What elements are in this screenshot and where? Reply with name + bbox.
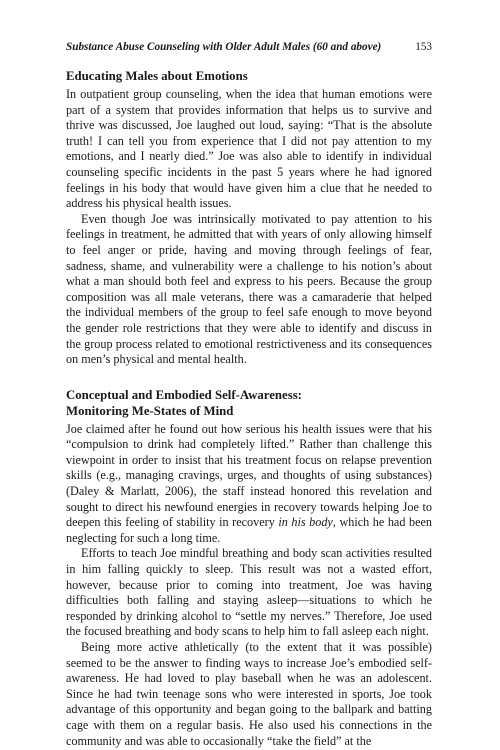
paragraph-text: Joe claimed after he found out how serious his health issues were that his “compulsion to drink had completely lifted.” Rather than challenge this viewpoint in order to insist that his treatment focus on relapse prevention skills (e.g., managing cravings, urges, and thoughts of using substances) (Daley & Marlatt, 2006), the staff instead honored this revelation and sought to direct his newfound energies in recovery towards helping Joe to deepen this feeling of stability in recovery [66,421,432,530]
book-page [66,40,432,749]
running-head [66,40,432,54]
body-paragraph [66,422,432,547]
section-heading-line-1: Conceptual and Embodied Self-Awareness: [66,387,302,402]
running-head-title: Substance Abuse Counseling with Older Adult Males (60 and above) [66,41,382,53]
body-paragraph: Efforts to teach Joe mindful breathing and body scan activities resulted in him falling quickly to sleep. This result was not a wasted effort, however, because prior to coming into treatment, Joe was having difficulties both falling and staying asleep—situations to which he responded by drinking alcohol to “settle my nerves.” Therefore, Joe used the focused breathing and body scans to help him to fall asleep each night. [66,546,432,639]
body-paragraph: In outpatient group counseling, when the idea that human emotions were part of a system that provides information that helps us to survive and thrive was discussed, Joe laughed out loud, saying: “That is the absolute truth! I can tell you from experience that I did not pay attention to my emotions, and I nearly died.” Joe was also able to identify in individual counseling specific incidents in the past 5 years where he had ignored feelings in his body that would have given him a clue that he needed to address his physical health issues. [66,87,432,211]
paragraph-text: , which he had been neglecting for such a long time. [66,515,432,545]
body-paragraph: Being more active athletically (to the extent that it was possible) seemed to be the answer to finding ways to increase Joe’s embodied self-awareness. He had loved to play baseball when he was an adolescent. Since he had twin teenage sons who were interested in sports, Joe took advantage of this opportunity and began going to the ballpark and batting cage with them on a regular basis. He also used his connections in the community and was able to occasionally “take the field” at the [66,640,432,748]
section-heading-self-awareness [66,387,432,419]
section-heading-line-2: Monitoring Me-States of Mind [66,403,234,418]
section-heading-educating-males: Educating Males about Emotions [66,69,248,83]
page-number: 153 [415,41,432,53]
italic-emphasis: in his body [278,515,333,530]
body-paragraph: Even though Joe was intrinsically motivated to pay attention to his feelings in treatment, he admitted that with years of only allowing himself to feel anger or pride, having and moving through feelings of fear, sadness, shame, and vulnerability were a challenge to his notion’s about what a man should both feel and express to his peers. Because the group composition was all male veterans, there was a camaraderie that helped the individual members of the group to feel safe enough to move beyond the gender role restrictions that they were able to identify and discuss in the group process related to emotional restrictiveness and its consequences on men’s physical and mental health. [66,211,432,367]
